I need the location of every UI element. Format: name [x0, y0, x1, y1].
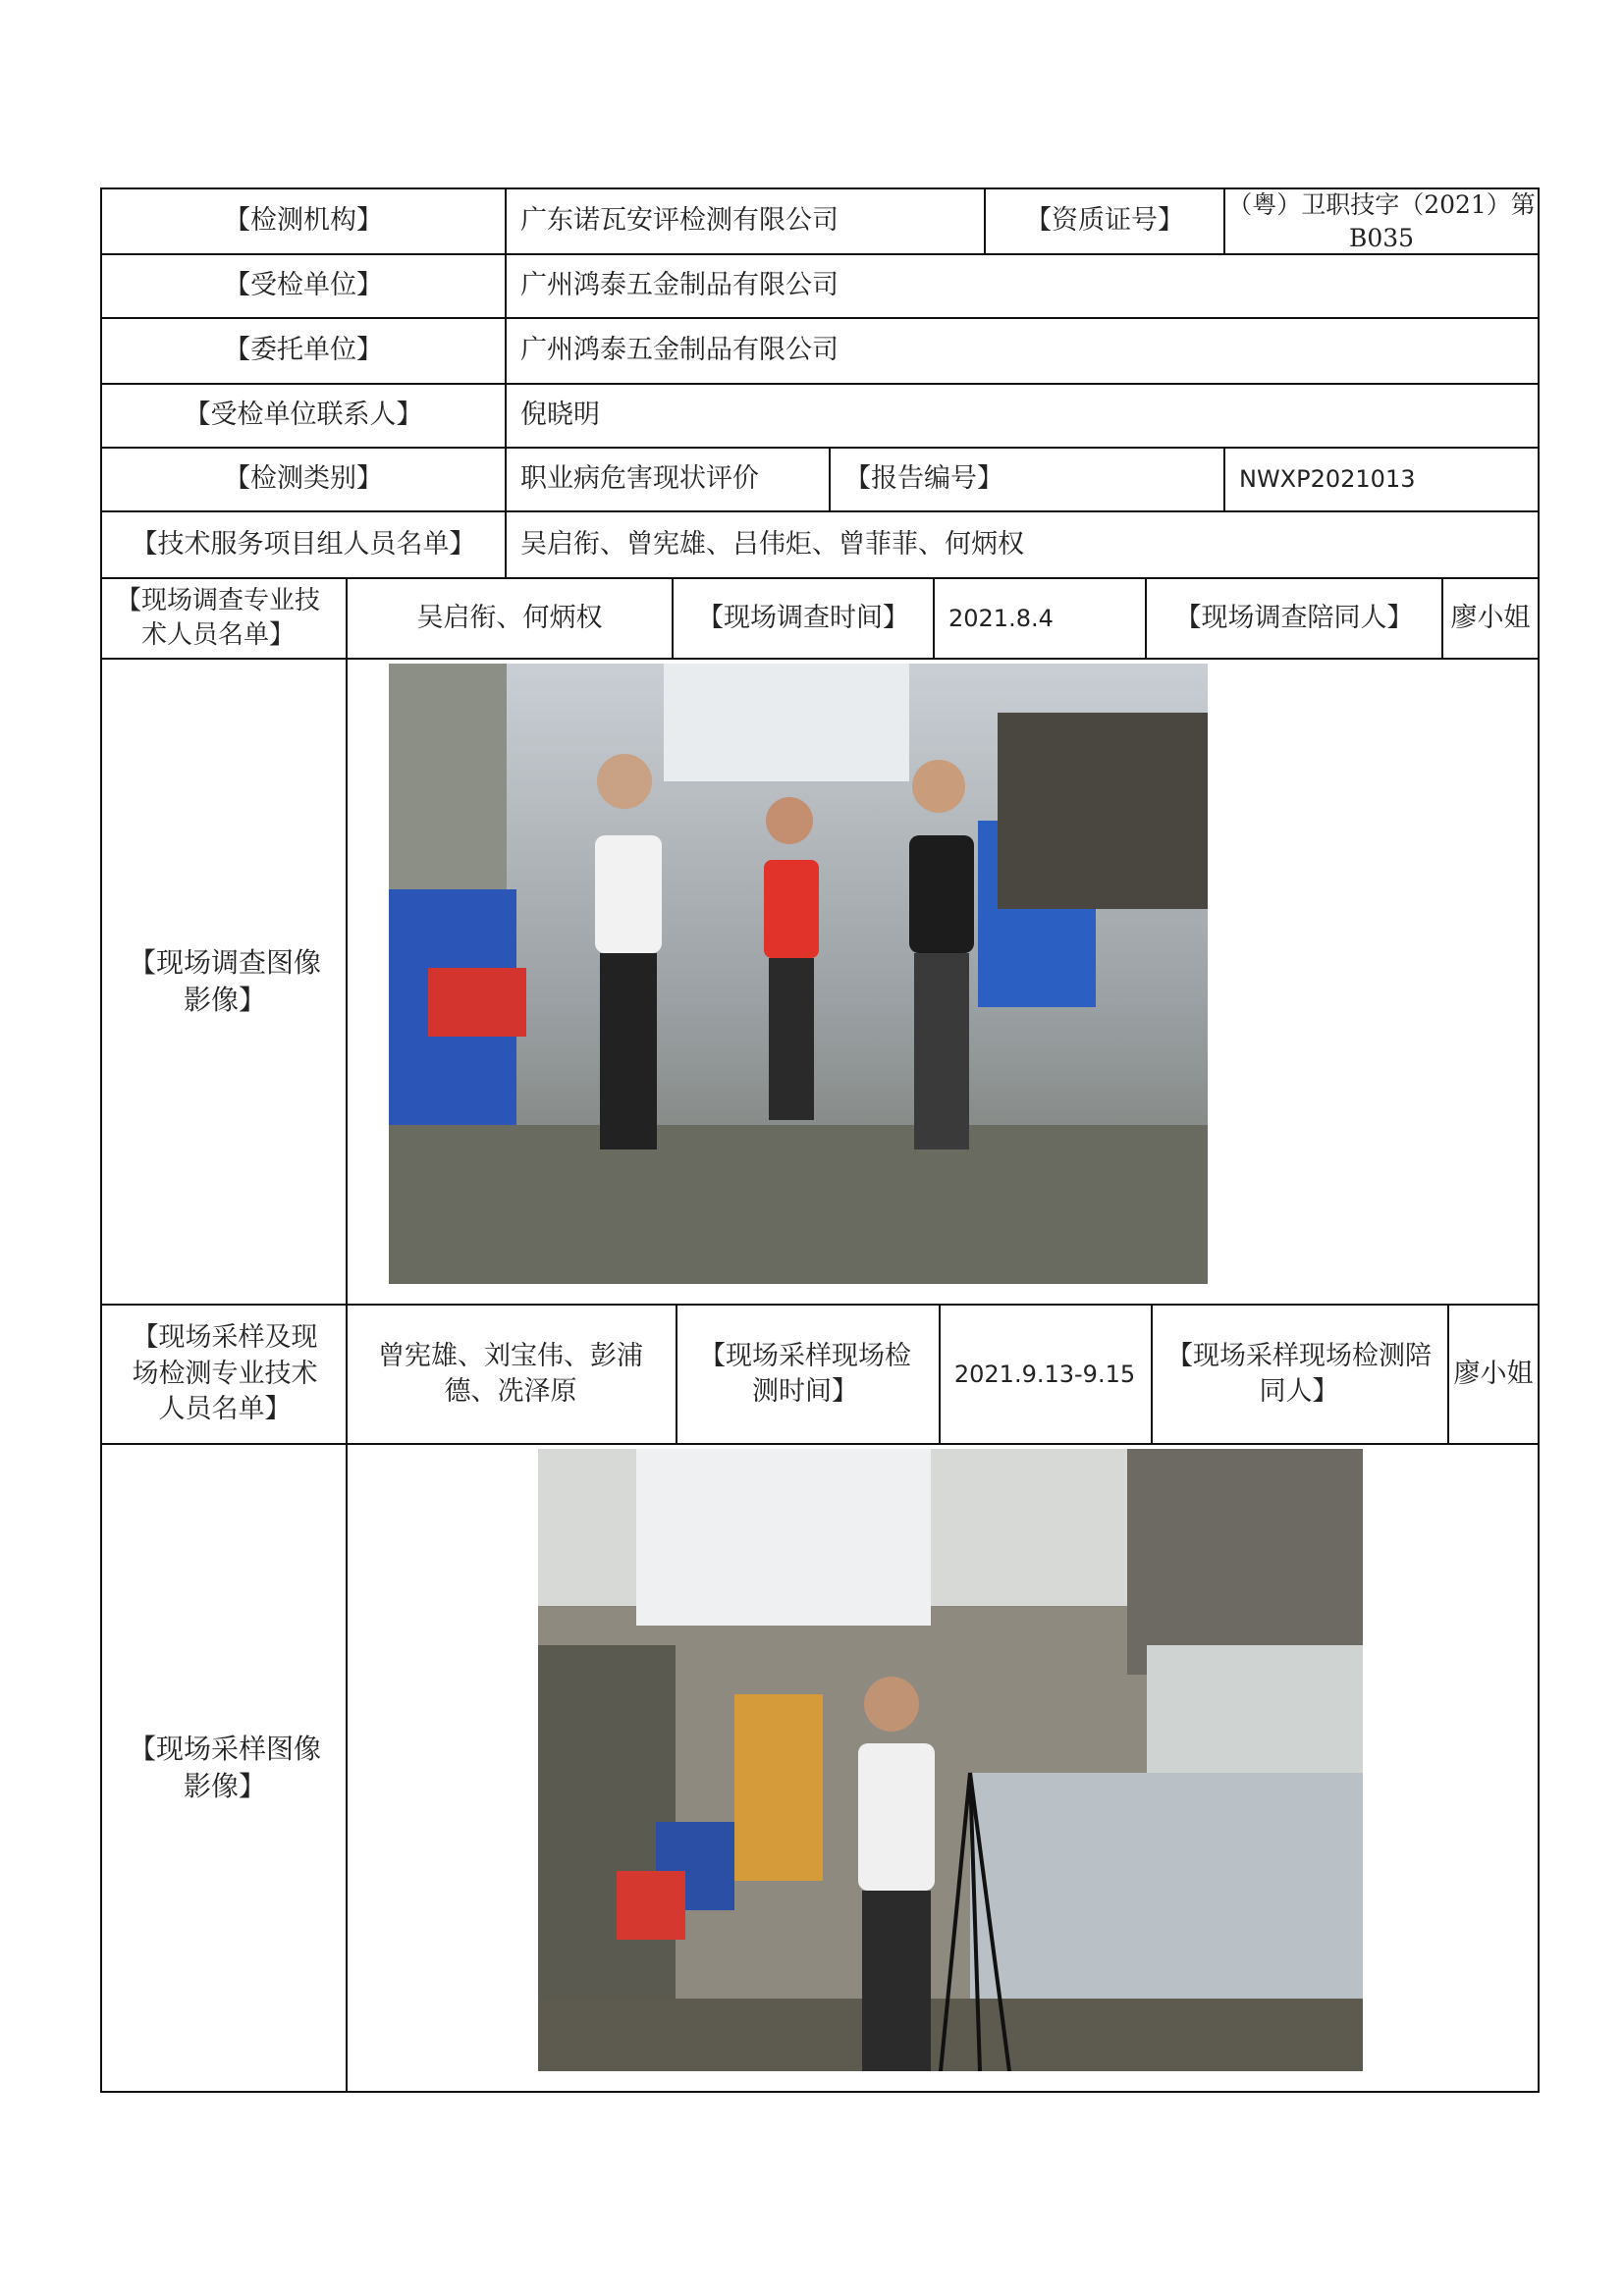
contact-value: 倪晓明	[520, 400, 600, 431]
sampling-time-value: 2021.9.13-9.15	[953, 1360, 1136, 1388]
type-value: 职业病危害现状评价	[520, 463, 759, 495]
team-value: 吴启衔、曾宪雄、吕伟炬、曾菲菲、何炳权	[520, 528, 1024, 560]
survey-escort-value: 廖小姐	[1450, 602, 1531, 633]
survey-staff-value: 吴启衔、何炳权	[416, 602, 603, 633]
survey-staff-label: 【现场调查专业技术人员名单】	[115, 585, 320, 650]
sampling-staff-label: 【现场采样及现场检测专业技术人员名单】	[132, 1322, 318, 1425]
survey-time-value: 2021.8.4	[948, 604, 1054, 632]
row-team	[100, 510, 1540, 577]
row-inspected	[100, 253, 1540, 317]
row-contact	[100, 383, 1540, 447]
sampling-escort-label: 【现场采样现场检测陪同人】	[1166, 1340, 1432, 1407]
inspected-value: 广州鸿泰五金制品有限公司	[520, 270, 839, 301]
row-survey-staff	[100, 577, 1540, 658]
report-label: 【报告编号】	[844, 463, 1003, 495]
team-label: 【技术服务项目组人员名单】	[131, 528, 476, 560]
survey-photo	[389, 664, 1208, 1284]
row-sampling-staff	[100, 1304, 1540, 1443]
sampling-staff-value: 曾宪雄、刘宝伟、彭浦德、冼泽原	[378, 1340, 643, 1407]
report-number: NWXP2021013	[1239, 465, 1416, 494]
inspected-label: 【受检单位】	[224, 270, 383, 301]
qualification-value: （粤）卫职技字（2021）第 B035	[1227, 189, 1536, 252]
qualification-label: 【资质证号】	[1025, 205, 1184, 237]
client-value: 广州鸿泰五金制品有限公司	[520, 335, 839, 366]
row-type	[100, 447, 1540, 510]
survey-time-label: 【现场调查时间】	[697, 602, 909, 633]
row-client	[100, 317, 1540, 383]
survey-escort-label: 【现场调查陪同人】	[1174, 602, 1414, 633]
contact-label: 【受检单位联系人】	[184, 400, 423, 431]
client-label: 【委托单位】	[224, 335, 383, 366]
sampling-photo	[538, 1449, 1363, 2071]
type-label: 【检测类别】	[224, 463, 383, 495]
sampling-time-label: 【现场采样现场检测时间】	[699, 1340, 911, 1407]
sampling-image-label: 【现场采样图像影像】	[128, 1733, 321, 1802]
org-label: 【检测机构】	[224, 205, 383, 237]
sampling-escort-value: 廖小姐	[1453, 1358, 1534, 1389]
row-org	[100, 187, 1540, 253]
survey-image-label: 【现场调查图像影像】	[128, 946, 321, 1016]
org-value: 广东诺瓦安评检测有限公司	[520, 205, 839, 237]
